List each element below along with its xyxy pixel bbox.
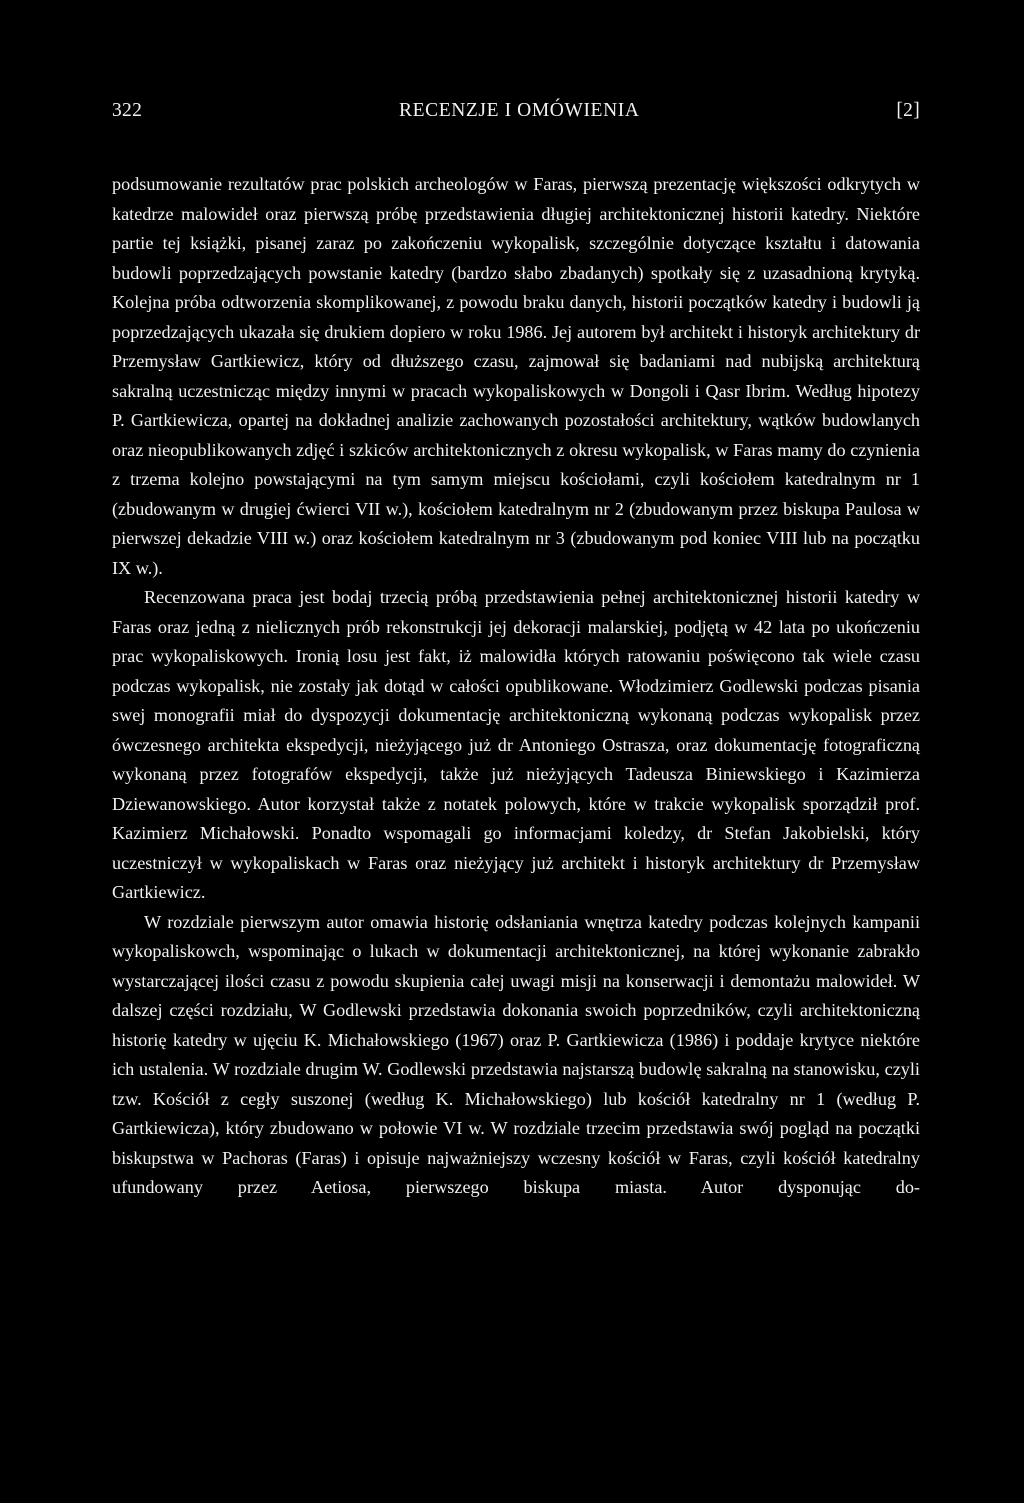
paragraph-1: podsumowanie rezultatów prac polskich archeologów w Faras, pierwszą prezentację większości odkrytych w katedrze malowideł oraz pierwszą próbę przedstawienia długiej architektonicznej historii katedry. Niektóre partie tej książki, pisanej zaraz po zakończeniu wykopalisk, szczególnie dotyczące kształtu i datowania budowli poprzedzających powstanie katedry (bardzo słabo zbadanych) spotkały się z uzasadnioną krytyką. Kolejna próba odtworzenia skomplikowanej, z powodu braku danych, historii początków katedry i budowli ją poprzedzających ukazała się drukiem dopiero w roku 1986. Jej autorem był architekt i historyk architektury dr Przemysław Gartkiewicz, który od dłuższego czasu, zajmował się badaniami nad nubijską architekturą sakralną uczestnicząc między innymi w pracach wykopaliskowych w Dongoli i Qasr Ibrim. Według hipotezy P. Gartkiewicza, opartej na dokładnej analizie zachowanych pozostałości architektury, wątków budowlanych oraz nieopublikowanych zdjęć i szkiców architektonicznych z okresu wykopalisk, w Faras mamy do czynienia z trzema kolejno powstającymi na tym samym miejscu kościołami, czyli kościołem katedralnym nr 1 (zbudowanym w drugiej ćwierci VII w.), kościołem katedralnym nr 2 (zbudowanym przez biskupa Paulosa w pierwszej dekadzie VIII w.) oraz kościołem katedralnym nr 3 (zbudowanym pod koniec VIII lub na początku IX w.). (112, 174, 920, 578)
page (112, 100, 920, 1203)
running-head (112, 100, 920, 130)
running-title: RECENZJE I OMÓWIENIA (398, 100, 640, 121)
paragraph-2: Recenzowana praca jest bodaj trzecią próbą przedstawienia pełnej architektonicznej historii katedry w Faras oraz jedną z nielicznych prób rekonstrukcji jej dekoracji malarskiej, podjętą w 42 lata po ukończeniu prac wykopaliskowych. Ironią losu jest fakt, iż malowidła których ratowaniu poświęcono tak wiele czasu podczas wykopalisk, nie zostały jak dotąd w całości opublikowane. Włodzimierz Godlewski podczas pisania swej monografii miał do dyspozycji dokumentację architektoniczną wykonaną podczas wykopalisk przez ówczesnego architekta ekspedycji, nieżyjącego już dr Antoniego Ostrasza, oraz dokumentację fotograficzną wykonaną przez fotografów ekspedycji, także już nieżyjących Tadeusza Biniewskiego i Kazimierza Dziewanowskiego. Autor korzystał także z notatek polowych, które w trakcie wykopalisk sporządził prof. Kazimierz Michałowski. Ponadto wspomagali go informacjami koledzy, dr Stefan Jakobielski, który uczestniczył w wykopaliskach w Faras oraz nieżyjący już architekt i historyk architektury dr Przemysław Gartkiewicz. (112, 587, 920, 902)
paragraph-3: W rozdziale pierwszym autor omawia historię odsłaniania wnętrza katedry podczas kolejnych kampanii wykopaliskowch, wspominając o lukach w dokumentacji architektonicznej, na której wykonanie zabrakło wystarczającej ilości czasu z powodu skupienia całej uwagi misji na konserwacji i demontażu malowideł. W dalszej części rozdziału, W Godlewski przedstawia dokonania swoich poprzedników, czyli architektoniczną historię katedry w ujęciu K. Michałowskiego (1967) oraz P. Gartkiewicza (1986) i poddaje krytyce niektóre ich ustalenia. W rozdziale drugim W. Godlewski przedstawia najstarszą budowlę sakralną na stanowisku, czyli tzw. Kościół z cegły suszonej (według K. Michałowskiego) lub kościół katedralny nr 1 (według P. Gartkiewicza), który zbudowano w połowie VI w. W rozdziale trzecim przedstawia swój pogląd na początki biskupstwa w Pachoras (Faras) i opisuje najważniejszy wczesny kościół w Faras, czyli kościół katedralny ufundowany przez Aetiosa, pierwszego biskupa miasta. Autor dysponując do- (112, 911, 920, 1197)
bracket-number: [2] (896, 100, 920, 121)
body-text (112, 170, 920, 1203)
page-number: 322 (112, 100, 143, 121)
